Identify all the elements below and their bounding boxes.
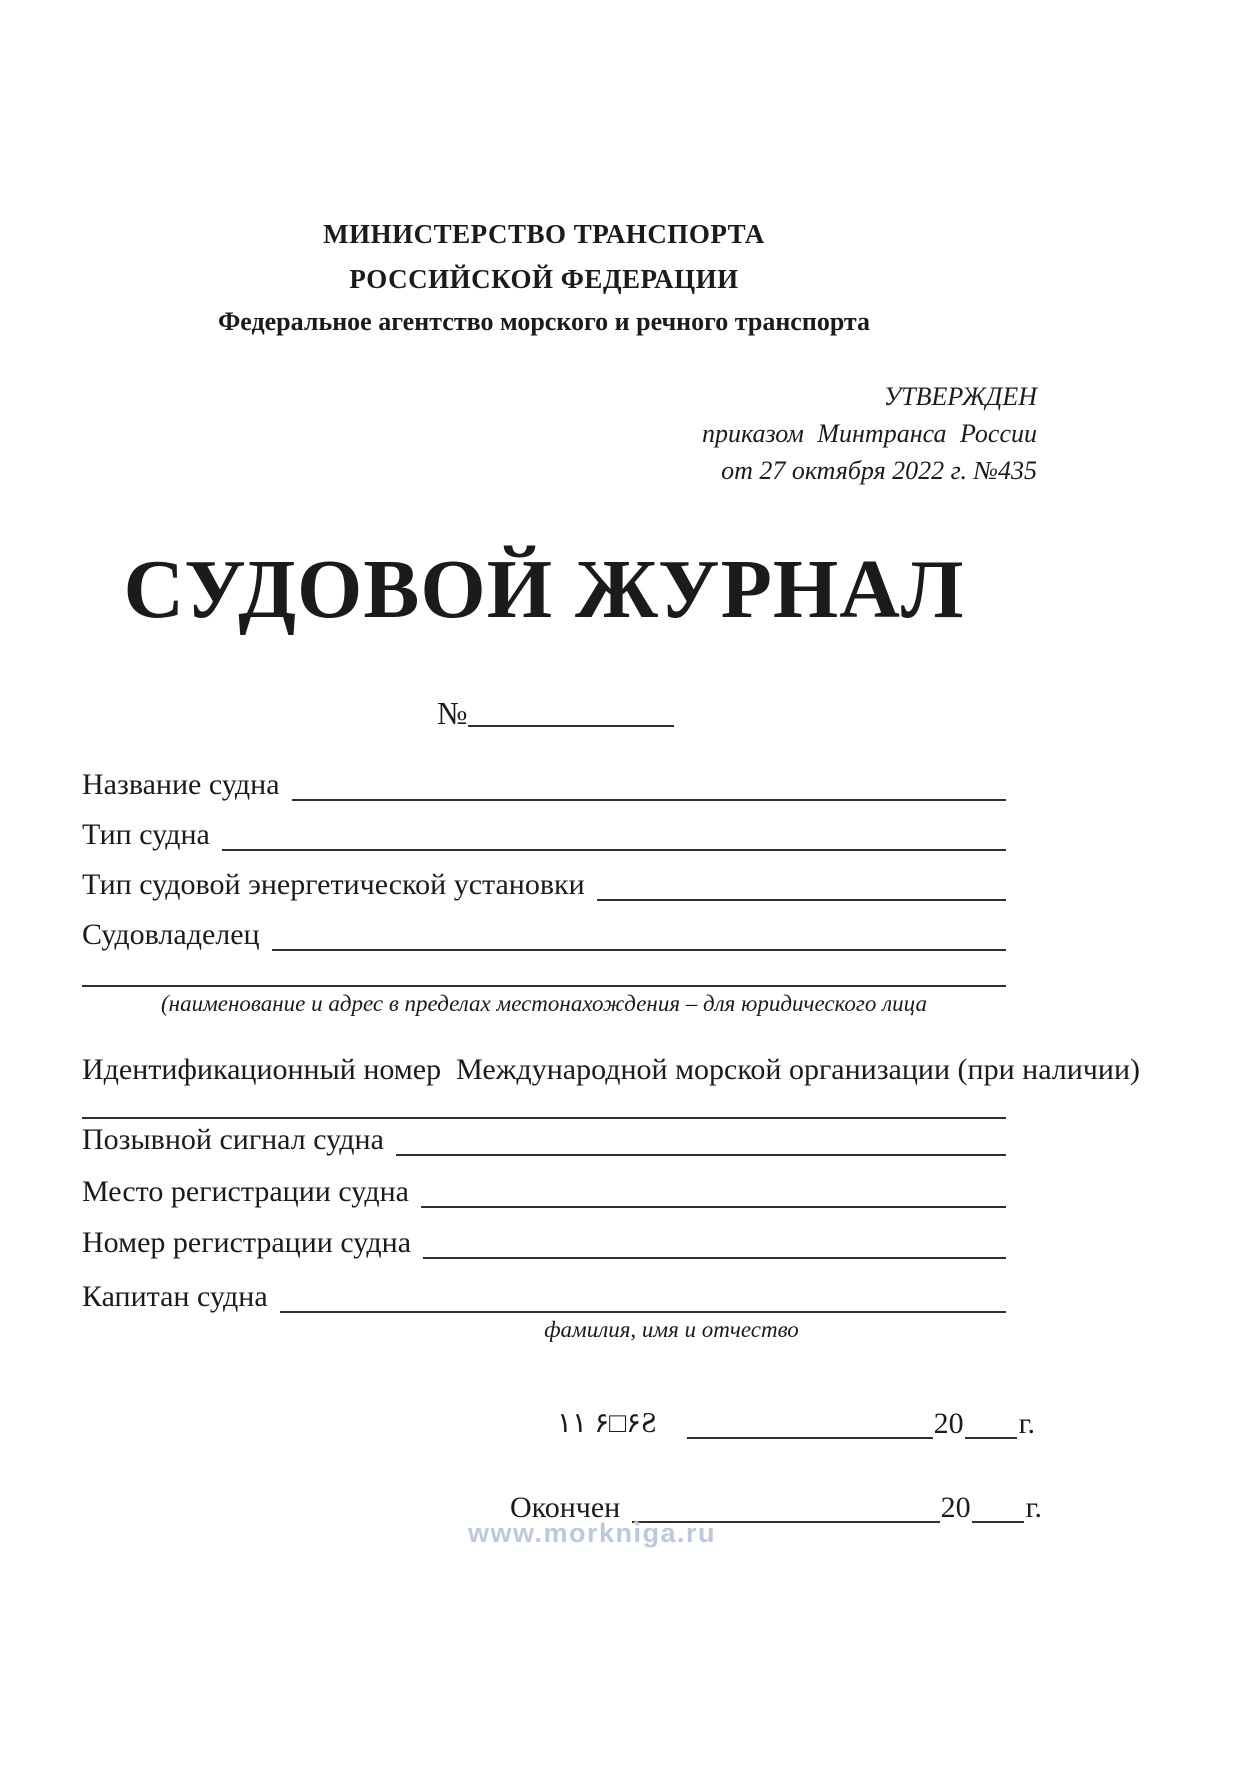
ministry-header [82, 212, 1006, 342]
imo-number-label: Идентификационный номер Международной морской организации (при наличии) [82, 1053, 1140, 1086]
ministry-name-line2: РОССИЙСКОЙ ФЕДЕРАЦИИ [349, 264, 739, 294]
vessel-type-blank [222, 848, 1006, 851]
power-plant-type-blank [597, 898, 1006, 901]
journal-number-blank [468, 724, 674, 727]
finished-year-suffix: г. [1025, 1491, 1042, 1524]
vessel-type-label: Тип судна [82, 818, 210, 851]
finished-year-blank [972, 1521, 1024, 1523]
vessel-name-label: Название судна [82, 768, 280, 801]
shipowner-blank [272, 948, 1006, 951]
started-label-garbled: ١١ ۶□۶Ƨ [557, 1408, 659, 1439]
finished-century-prefix: 20 [940, 1491, 971, 1524]
ministry-name-line1: МИНИСТЕРСТВО ТРАНСПОРТА [323, 219, 765, 249]
shipowner-caption: (наименование и адрес в пределах местонахождения – для юридического лица [161, 991, 927, 1016]
started-date-row [557, 1404, 1035, 1444]
journal-number-row [437, 694, 674, 732]
vessel-name-blank [292, 798, 1006, 801]
approval-approved-line: УТВЕРЖДЕН [883, 382, 1037, 411]
agency-name: Федеральное агентство морского и речного транспорта [217, 307, 871, 336]
field-row-vessel-name [82, 764, 1006, 806]
document-title: СУДОВОЙ ЖУРНАЛ [123, 543, 965, 636]
journal-number-label: № [437, 695, 468, 731]
finished-label: Окончен [510, 1491, 621, 1524]
shipowner-continuation-blank [82, 985, 1006, 987]
started-year-blank [965, 1437, 1017, 1439]
approval-block [577, 378, 1037, 489]
registration-number-label: Номер регистрации судна [82, 1226, 412, 1259]
field-row-power-plant-type [82, 864, 1006, 906]
shipowner-label: Судовладелец [82, 918, 260, 951]
field-row-vessel-type [82, 814, 1006, 856]
watermark-url: www.morkniga.ru [468, 1518, 717, 1548]
registration-number-blank [423, 1256, 1006, 1259]
started-century-prefix: 20 [933, 1407, 964, 1440]
power-plant-type-label: Тип судовой энергетической установки [82, 868, 585, 901]
field-row-shipowner [82, 914, 1006, 956]
call-sign-blank [396, 1153, 1006, 1156]
approval-order-line: приказом Минтранса России [701, 419, 1037, 448]
field-row-call-sign [82, 1119, 1006, 1161]
field-row-captain [82, 1276, 1006, 1318]
field-row-registration-number [82, 1222, 1006, 1264]
captain-label: Капитан судна [82, 1280, 268, 1313]
approval-order-date-line: от 27 октября 2022 г. №435 [721, 456, 1037, 485]
field-row-registration-place [82, 1171, 1006, 1213]
captain-blank [280, 1310, 1006, 1313]
registration-place-blank [421, 1205, 1006, 1208]
started-year-suffix: г. [1018, 1407, 1035, 1440]
registration-place-label: Место регистрации судна [82, 1175, 409, 1208]
captain-caption: фамилия, имя и отчество [544, 1317, 799, 1342]
started-date-blank [687, 1436, 933, 1439]
call-sign-label: Позывной сигнал судна [82, 1123, 384, 1156]
